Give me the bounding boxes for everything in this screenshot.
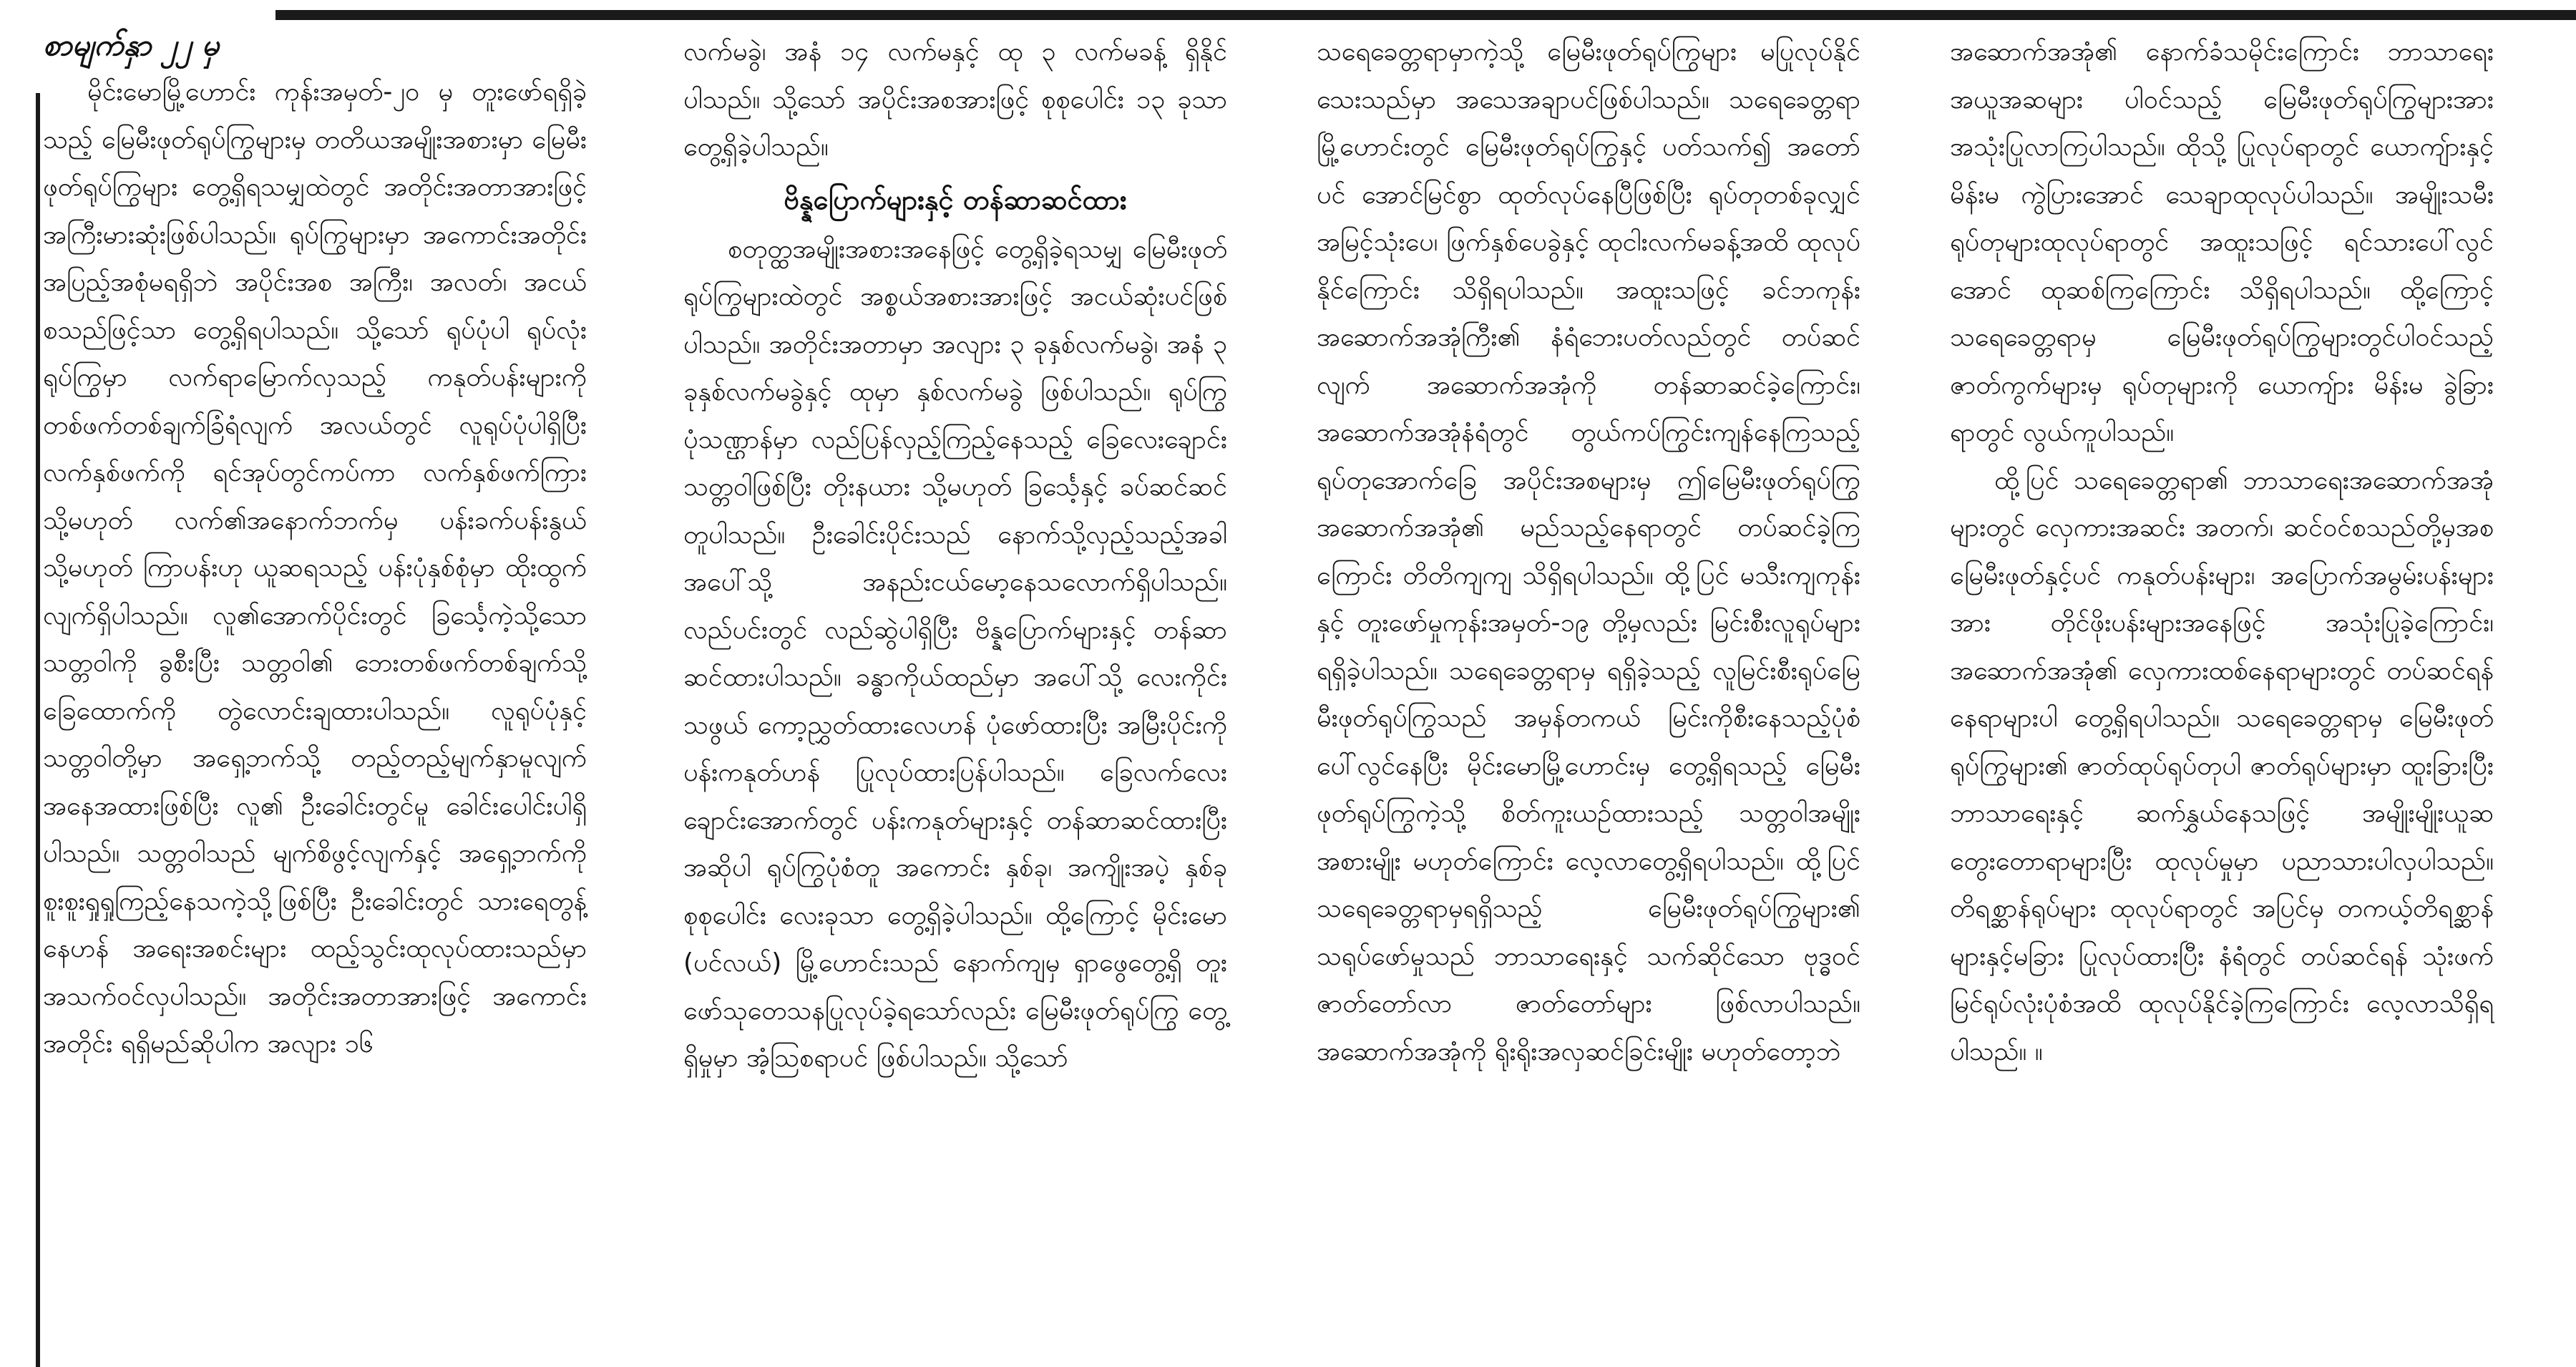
article-column-2 (683, 29, 1227, 1083)
top-rule (275, 10, 2576, 20)
article-column-3 (1317, 29, 1860, 1076)
column-4-paragraph-2: ထို့ပြင် သရေခေတ္တရာ၏ ဘာသာရေးအဆောက်အအုံများတွင် လှေကားအဆင်း အတက်၊ ဆင်ဝင်စသည်တို့မှအစ မြေမီးဖုတ်နှင့်ပင် ကနုတ်ပန်းများ၊ အပြောက်အမွမ်းပန်းများအား တိုင်ဖိုးပန်းများအနေဖြင့် အသုံးပြုခဲ့ကြောင်း၊ အဆောက်အအုံ၏ လှေကားထစ်နေရာများတွင် တပ်ဆင်ရန်နေရာများပါ တွေ့ရှိရပါသည်။ သရေခေတ္တရာမှ မြေမီးဖုတ်ရုပ်ကြွများ၏ ဇာတ်ထုပ်ရုပ်တုပါ ဇာတ်ရုပ်များမှာ ထူးခြားပြီး ဘာသာရေးနှင့် ဆက်နွှယ်နေသဖြင့် အမျိုးမျိုးယူဆတွေးတောရာများပြီး ထုလုပ်မှုမှာ ပညာသားပါလှပါသည်။ တိရစ္ဆာန်ရုပ်များ ထုလုပ်ရာတွင် အပြင်မှ တကယ့်တိရစ္ဆာန်များနှင့်မခြား ပြုလုပ်ထားပြီး နံရံတွင် တပ်ဆင်ရန် သုံးဖက်မြင်ရုပ်လုံးပုံစံအထိ ထုလုပ်နိုင်ခဲ့ကြကြောင်း လေ့လာသိရှိရပါသည်။ ။ (1950, 465, 2494, 1066)
continued-from-header: စာမျက်နှာ ၂၂ မှ (43, 27, 220, 62)
article-column-1 (43, 69, 587, 1069)
article-column-4 (1950, 29, 2494, 1076)
section-heading: ဗိန္နပြောက်များနှင့် တန်ဆာဆင်ထား (784, 183, 1127, 215)
column-3-paragraph: သရေခေတ္တရာမှာကဲ့သို့ မြေမီးဖုတ်ရုပ်ကြွများ မပြုလုပ်နိုင်သေးသည်မှာ အသေအချာပင်ဖြစ်ပါသည်။ သရေခေတ္တရာမြို့ဟောင်းတွင် မြေမီးဖုတ်ရုပ်ကြွနှင့် ပတ်သက်၍ အတော်ပင် အောင်မြင်စွာ ထုတ်လုပ်နေပြီဖြစ်ပြီး ရုပ်တုတစ်ခုလျှင် အမြင့်သုံးပေ၊ ဖြက်နှစ်ပေခွဲနှင့် ထုငါးလက်မခန့်အထိ ထုလုပ်နိုင်ကြောင်း သိရှိရပါသည်။ အထူးသဖြင့် ခင်ဘကုန်းအဆောက်အအုံကြီး၏ နံရံဘေးပတ်လည်တွင် တပ်ဆင်လျက် အဆောက်အအုံကို တန်ဆာဆင်ခဲ့ကြောင်း၊ အဆောက်အအုံနံရံတွင် တွယ်ကပ်ကြွင်းကျန်နေကြသည့် ရုပ်တုအောက်ခြေ အပိုင်းအစများမှ ဤမြေမီးဖုတ်ရုပ်ကြွအဆောက်အအုံ၏ မည်သည့်နေရာတွင် တပ်ဆင်ခဲ့ကြကြောင်း တိတိကျကျ သိရှိရပါသည်။ ထို့ပြင် မသီးကျကုန်းနှင့် တူးဖော်မှုကုန်းအမှတ်-၁၉ တို့မှလည်း မြင်းစီးလူရုပ်များ ရရှိခဲ့ပါသည်။ သရေခေတ္တရာမှ ရရှိခဲ့သည့် လူမြင်းစီးရုပ်မြေမီးဖုတ်ရုပ်ကြွသည် အမှန်တကယ် မြင်းကိုစီးနေသည့်ပုံစံပေါ်လွင်နေပြီး မိုင်းမောမြို့ဟောင်းမှ တွေ့ရှိရသည့် မြေမီးဖုတ်ရုပ်ကြွကဲ့သို့ စိတ်ကူးယဉ်ထားသည့် သတ္တဝါအမျိုးအစားမျိုး မဟုတ်ကြောင်း လေ့လာတွေ့ရှိရပါသည်။ ထို့ပြင် သရေခေတ္တရာမှရရှိသည့် မြေမီးဖုတ်ရုပ်ကြွများ၏ သရုပ်ဖော်မှုသည် ဘာသာရေးနှင့် သက်ဆိုင်သော ဗုဒ္ဓဝင်ဇာတ်တော်လာ ဇာတ်တော်များ ဖြစ်လာပါသည်။ အဆောက်အအုံကို ရိုးရိုးအလှဆင်ခြင်းမျိုး မဟုတ်တော့ဘဲ (1317, 37, 1860, 1066)
column-2-paragraph: လက်မခွဲ၊ အနံ ၁၄ လက်မနှင့် ထု ၃ လက်မခန့် ရှိနိုင်ပါသည်။ သို့သော် အပိုင်းအစအားဖြင့် စုစုပေါင်း ၁၃ ခုသာ တွေ့ရှိခဲ့ပါသည်။ (683, 37, 1227, 162)
column-1-paragraph: မိုင်းမောမြို့ဟောင်း ကုန်းအမှတ်-၂၀ မှ တူးဖော်ရရှိခဲ့သည့် မြေမီးဖုတ်ရုပ်ကြွများမှ တတိယအမျိုးအစားမှာ မြေမီးဖုတ်ရုပ်ကြွများ တွေ့ရှိရသမျှထဲတွင် အတိုင်းအတာအားဖြင့် အကြီးမားဆုံးဖြစ်ပါသည်။ ရုပ်ကြွများမှာ အကောင်းအတိုင်း အပြည့်အစုံမရရှိဘဲ အပိုင်းအစ အကြီး၊ အလတ်၊ အငယ် စသည်ဖြင့်သာ တွေ့ရှိရပါသည်။ သို့သော် ရုပ်ပုံပါ ရုပ်လုံးရုပ်ကြွမှာ လက်ရာမြောက်လှသည့် ကနုတ်ပန်းများကို တစ်ဖက်တစ်ချက်ခြံရံလျက် အလယ်တွင် လူရုပ်ပုံပါရှိပြီး လက်နှစ်ဖက်ကို ရင်အုပ်တွင်ကပ်ကာ လက်နှစ်ဖက်ကြား သို့မဟုတ် လက်၏အနောက်ဘက်မှ ပန်းခက်ပန်းနွယ် သို့မဟုတ် ကြာပန်းဟု ယူဆရသည့် ပန်းပုံနှစ်စုံမှာ ထိုးထွက်လျက်ရှိပါသည်။ လူ၏အောက်ပိုင်းတွင် ခြင်္သေ့ကဲ့သို့သော သတ္တဝါကို ခွစီးပြီး သတ္တဝါ၏ ဘေးတစ်ဖက်တစ်ချက်သို့ ခြေထောက်ကို တွဲလောင်းချထားပါသည်။ လူရုပ်ပုံနှင့် သတ္တဝါတို့မှာ အရှေ့ဘက်သို့ တည့်တည့်မျက်နှာမူလျက် အနေအထားဖြစ်ပြီး လူ၏ ဦးခေါင်းတွင်မူ ခေါင်းပေါင်းပါရှိပါသည်။ သတ္တဝါသည် မျက်စိဖွင့်လျက်နှင့် အရှေ့ဘက်ကို စူးစူးရှုရှုကြည့်နေသကဲ့သို့ဖြစ်ပြီး ဦးခေါင်းတွင် သားရေတွန့်နေဟန် အရေးအစင်းများ ထည့်သွင်းထုလုပ်ထားသည်မှာ အသက်ဝင်လှပါသည်။ အတိုင်းအတာအားဖြင့် အကောင်းအတိုင်း ရရှိမည်ဆိုပါက အလျား ၁၆ (43, 77, 587, 1059)
column-4-paragraph: အဆောက်အအုံ၏ နောက်ခံသမိုင်းကြောင်း ဘာသာရေးအယူအဆများ ပါဝင်သည့် မြေမီးဖုတ်ရုပ်ကြွများအား အသုံးပြုလာကြပါသည်။ ထိုသို့ ပြုလုပ်ရာတွင် ယောကျ်ားနှင့်မိန်းမ ကွဲပြားအောင် သေချာထုလုပ်ပါသည်။ အမျိုးသမီး ရုပ်တုများထုလုပ်ရာတွင် အထူးသဖြင့် ရင်သားပေါ်လွင်အောင် ထုဆစ်ကြကြောင်း သိရှိရပါသည်။ ထို့ကြောင့် သရေခေတ္တရာမှ မြေမီးဖုတ်ရုပ်ကြွများတွင်ပါဝင်သည့် ဇာတ်ကွက်များမှ ရုပ်တုများကို ယောကျ်ား မိန်းမ ခွဲခြားရာတွင် လွယ်ကူပါသည်။ (1950, 37, 2494, 447)
left-border (36, 93, 40, 1367)
column-2-paragraph-after-heading: စတုတ္ထအမျိုးအစားအနေဖြင့် တွေ့ရှိခဲ့ရသမျှ မြေမီးဖုတ်ရုပ်ကြွများထဲတွင် အစ္စယ်အစားအားဖြင့် အငယ်ဆုံးပင်ဖြစ်ပါသည်။ အတိုင်းအတာမှာ အလျား ၃ ခုနှစ်လက်မခွဲ၊ အနံ ၃ ခုနှစ်လက်မခွဲနှင့် ထုမှာ နှစ်လက်မခွဲ ဖြစ်ပါသည်။ ရုပ်ကြွပုံသဏ္ဌာန်မှာ လည်ပြန်လှည့်ကြည့်နေသည့် ခြေလေးချောင်းသတ္တဝါဖြစ်ပြီး တိုးနယား သို့မဟုတ် ခြင်္သေ့နှင့် ခပ်ဆင်ဆင် တူပါသည်။ ဦးခေါင်းပိုင်းသည် နောက်သို့လှည့်သည့်အခါ အပေါ်သို့ အနည်းငယ်မော့နေသလောက်ရှိပါသည်။ လည်ပင်းတွင် လည်ဆွဲပါရှိပြီး ဗိန္နပြောက်များနှင့် တန်ဆာဆင်ထားပါသည်။ ခန္ဓာကိုယ်ထည်မှာ အပေါ်သို့ လေးကိုင်းသဖွယ် ကော့ညွှတ်ထားလေဟန် ပုံဖော်ထားပြီး အမြီးပိုင်းကို ပန်းကနုတ်ဟန် ပြုလုပ်ထားပြန်ပါသည်။ ခြေလက်လေးချောင်းအောက်တွင် ပန်းကနုတ်များနှင့် တန်ဆာဆင်ထားပြီး အဆိုပါ ရုပ်ကြွပုံစံတူ အကောင်း နှစ်ခု၊ အကျိုးအပဲ့ နှစ်ခု စုစုပေါင်း လေးခုသာ တွေ့ရှိခဲ့ပါသည်။ ထို့ကြောင့် မိုင်းမော (ပင်လယ်) မြို့ဟောင်းသည် နောက်ကျမှ ရှာဖွေတွေ့ရှိ တူးဖော်သုတေသနပြုလုပ်ခဲ့ရသော်လည်း မြေမီးဖုတ်ရုပ်ကြွ တွေ့ရှိမှုမှာ အံ့ဩစရာပင် ဖြစ်ပါသည်။ သို့သော် (683, 234, 1227, 1073)
